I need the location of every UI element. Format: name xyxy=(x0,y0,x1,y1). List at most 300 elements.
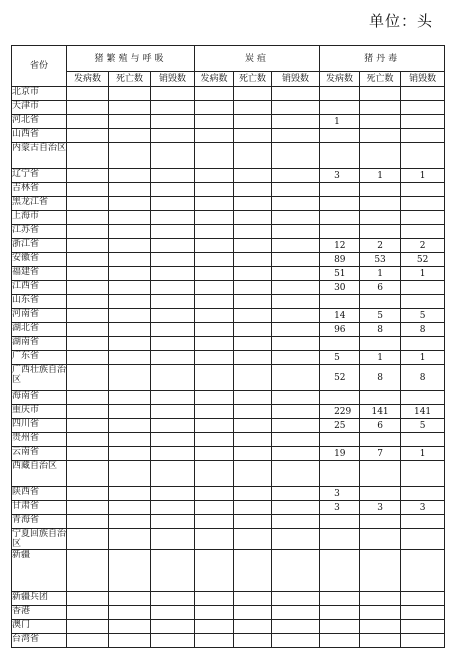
table-row xyxy=(12,634,445,648)
empty-cell xyxy=(234,620,272,634)
empty-cell xyxy=(109,592,151,606)
cases-cell xyxy=(320,461,360,487)
empty-cell xyxy=(195,323,234,337)
table-row xyxy=(12,487,445,501)
empty-cell xyxy=(272,101,320,115)
table-row xyxy=(12,239,445,253)
group-header-1: 猪繁殖与呼吸 xyxy=(67,46,195,72)
empty-cell xyxy=(234,550,272,592)
empty-cell xyxy=(151,197,195,211)
empty-cell xyxy=(67,295,109,309)
empty-cell xyxy=(151,87,195,101)
destroyed-cell xyxy=(401,101,445,115)
empty-cell xyxy=(67,267,109,281)
table-row xyxy=(12,169,445,183)
table-row xyxy=(12,592,445,606)
deaths-cell xyxy=(360,87,401,101)
cases-cell: 89 xyxy=(320,253,360,267)
destroyed-cell: 5 xyxy=(401,309,445,323)
destroyed-cell xyxy=(401,515,445,529)
destroyed-cell xyxy=(401,225,445,239)
empty-cell xyxy=(272,351,320,365)
empty-cell xyxy=(195,634,234,648)
empty-cell xyxy=(109,143,151,169)
col-header-deaths: 死亡数 xyxy=(234,72,272,87)
empty-cell xyxy=(234,143,272,169)
province-name: 新疆兵团 xyxy=(12,592,67,606)
empty-cell xyxy=(272,211,320,225)
empty-cell xyxy=(67,225,109,239)
destroyed-cell: 8 xyxy=(401,323,445,337)
deaths-cell xyxy=(360,529,401,550)
destroyed-cell xyxy=(401,281,445,295)
empty-cell xyxy=(272,87,320,101)
empty-cell xyxy=(234,351,272,365)
empty-cell xyxy=(272,239,320,253)
deaths-cell: 53 xyxy=(360,253,401,267)
cases-cell: 25 xyxy=(320,419,360,433)
empty-cell xyxy=(151,143,195,169)
province-name: 广西壮族自治区 xyxy=(12,365,67,391)
empty-cell xyxy=(195,211,234,225)
deaths-cell xyxy=(360,143,401,169)
destroyed-cell: 3 xyxy=(401,501,445,515)
empty-cell xyxy=(195,143,234,169)
empty-cell xyxy=(234,501,272,515)
destroyed-cell xyxy=(401,295,445,309)
empty-cell xyxy=(195,351,234,365)
destroyed-cell xyxy=(401,529,445,550)
empty-cell xyxy=(67,487,109,501)
empty-cell xyxy=(234,253,272,267)
empty-cell xyxy=(109,501,151,515)
cases-cell xyxy=(320,295,360,309)
empty-cell xyxy=(195,487,234,501)
empty-cell xyxy=(151,337,195,351)
empty-cell xyxy=(272,592,320,606)
province-name: 广东省 xyxy=(12,351,67,365)
empty-cell xyxy=(109,225,151,239)
empty-cell xyxy=(272,225,320,239)
empty-cell xyxy=(109,183,151,197)
empty-cell xyxy=(67,337,109,351)
province-name: 天津市 xyxy=(12,101,67,115)
destroyed-cell xyxy=(401,592,445,606)
empty-cell xyxy=(234,461,272,487)
destroyed-cell xyxy=(401,433,445,447)
empty-cell xyxy=(151,365,195,391)
table-row xyxy=(12,225,445,239)
deaths-cell: 2 xyxy=(360,239,401,253)
empty-cell xyxy=(67,239,109,253)
empty-cell xyxy=(272,391,320,405)
col-header-destroyed: 销毁数 xyxy=(272,72,320,87)
deaths-cell xyxy=(360,620,401,634)
empty-cell xyxy=(195,620,234,634)
table-row xyxy=(12,253,445,267)
empty-cell xyxy=(109,351,151,365)
empty-cell xyxy=(109,447,151,461)
cases-cell: 229 xyxy=(320,405,360,419)
deaths-cell xyxy=(360,606,401,620)
empty-cell xyxy=(151,225,195,239)
empty-cell xyxy=(67,529,109,550)
deaths-cell xyxy=(360,433,401,447)
empty-cell xyxy=(272,433,320,447)
deaths-cell xyxy=(360,487,401,501)
empty-cell xyxy=(109,129,151,143)
empty-cell xyxy=(109,239,151,253)
destroyed-cell: 5 xyxy=(401,419,445,433)
table-row xyxy=(12,550,445,592)
empty-cell xyxy=(151,606,195,620)
deaths-cell xyxy=(360,197,401,211)
empty-cell xyxy=(151,501,195,515)
empty-cell xyxy=(234,281,272,295)
cases-cell xyxy=(320,592,360,606)
table-row xyxy=(12,391,445,405)
empty-cell xyxy=(109,309,151,323)
province-name: 黑龙江省 xyxy=(12,197,67,211)
empty-cell xyxy=(151,419,195,433)
empty-cell xyxy=(195,606,234,620)
deaths-cell: 3 xyxy=(360,501,401,515)
empty-cell xyxy=(151,281,195,295)
destroyed-cell: 8 xyxy=(401,365,445,391)
empty-cell xyxy=(234,87,272,101)
empty-cell xyxy=(234,225,272,239)
deaths-cell xyxy=(360,515,401,529)
deaths-cell xyxy=(360,550,401,592)
province-name: 贵州省 xyxy=(12,433,67,447)
empty-cell xyxy=(151,487,195,501)
empty-cell xyxy=(67,391,109,405)
empty-cell xyxy=(195,225,234,239)
province-name: 河南省 xyxy=(12,309,67,323)
empty-cell xyxy=(151,309,195,323)
table-row xyxy=(12,267,445,281)
destroyed-cell: 1 xyxy=(401,447,445,461)
cases-cell xyxy=(320,337,360,351)
table-row xyxy=(12,115,445,129)
table-row xyxy=(12,419,445,433)
cases-cell: 52 xyxy=(320,365,360,391)
empty-cell xyxy=(109,391,151,405)
empty-cell xyxy=(195,461,234,487)
empty-cell xyxy=(272,620,320,634)
empty-cell xyxy=(67,129,109,143)
empty-cell xyxy=(195,309,234,323)
empty-cell xyxy=(67,211,109,225)
empty-cell xyxy=(195,592,234,606)
disease-stats-table xyxy=(11,45,445,648)
empty-cell xyxy=(234,447,272,461)
destroyed-cell xyxy=(401,143,445,169)
province-name: 云南省 xyxy=(12,447,67,461)
deaths-cell xyxy=(360,129,401,143)
table-row xyxy=(12,183,445,197)
empty-cell xyxy=(195,419,234,433)
province-name: 辽宁省 xyxy=(12,169,67,183)
province-name: 陕西省 xyxy=(12,487,67,501)
empty-cell xyxy=(67,101,109,115)
empty-cell xyxy=(272,419,320,433)
empty-cell xyxy=(67,515,109,529)
empty-cell xyxy=(151,211,195,225)
empty-cell xyxy=(195,515,234,529)
province-name: 北京市 xyxy=(12,87,67,101)
empty-cell xyxy=(272,487,320,501)
empty-cell xyxy=(195,391,234,405)
empty-cell xyxy=(67,115,109,129)
empty-cell xyxy=(67,143,109,169)
province-name: 福建省 xyxy=(12,267,67,281)
province-name: 安徽省 xyxy=(12,253,67,267)
destroyed-cell xyxy=(401,550,445,592)
province-name: 台湾省 xyxy=(12,634,67,648)
empty-cell xyxy=(109,515,151,529)
empty-cell xyxy=(195,87,234,101)
empty-cell xyxy=(234,529,272,550)
empty-cell xyxy=(109,365,151,391)
table-row xyxy=(12,461,445,487)
empty-cell xyxy=(109,211,151,225)
empty-cell xyxy=(272,115,320,129)
empty-cell xyxy=(195,365,234,391)
empty-cell xyxy=(109,169,151,183)
empty-cell xyxy=(272,405,320,419)
col-header-deaths: 死亡数 xyxy=(360,72,401,87)
cases-cell xyxy=(320,515,360,529)
empty-cell xyxy=(151,351,195,365)
empty-cell xyxy=(67,550,109,592)
deaths-cell: 1 xyxy=(360,267,401,281)
empty-cell xyxy=(109,197,151,211)
empty-cell xyxy=(234,337,272,351)
province-name: 新疆 xyxy=(12,550,67,592)
deaths-cell xyxy=(360,225,401,239)
col-header-cases: 发病数 xyxy=(67,72,109,87)
province-name: 湖北省 xyxy=(12,323,67,337)
empty-cell xyxy=(234,267,272,281)
empty-cell xyxy=(234,211,272,225)
empty-cell xyxy=(109,253,151,267)
empty-cell xyxy=(151,461,195,487)
empty-cell xyxy=(151,529,195,550)
empty-cell xyxy=(234,169,272,183)
empty-cell xyxy=(151,405,195,419)
empty-cell xyxy=(195,281,234,295)
empty-cell xyxy=(151,592,195,606)
empty-cell xyxy=(272,501,320,515)
cases-cell xyxy=(320,550,360,592)
group-header-3: 猪丹毒 xyxy=(320,46,445,72)
empty-cell xyxy=(272,634,320,648)
cases-cell xyxy=(320,225,360,239)
deaths-cell: 7 xyxy=(360,447,401,461)
table-row xyxy=(12,281,445,295)
cases-cell xyxy=(320,129,360,143)
empty-cell xyxy=(234,365,272,391)
empty-cell xyxy=(234,391,272,405)
destroyed-cell xyxy=(401,87,445,101)
col-header-destroyed: 销毁数 xyxy=(151,72,195,87)
cases-cell: 19 xyxy=(320,447,360,461)
destroyed-cell xyxy=(401,606,445,620)
destroyed-cell xyxy=(401,197,445,211)
province-name: 上海市 xyxy=(12,211,67,225)
empty-cell xyxy=(151,634,195,648)
province-name: 海南省 xyxy=(12,391,67,405)
province-name: 重庆市 xyxy=(12,405,67,419)
cases-cell: 5 xyxy=(320,351,360,365)
cases-cell xyxy=(320,211,360,225)
empty-cell xyxy=(109,433,151,447)
empty-cell xyxy=(151,183,195,197)
cases-cell xyxy=(320,606,360,620)
empty-cell xyxy=(67,281,109,295)
cases-cell: 3 xyxy=(320,501,360,515)
province-name: 河北省 xyxy=(12,115,67,129)
empty-cell xyxy=(272,197,320,211)
table-row xyxy=(12,606,445,620)
empty-cell xyxy=(272,550,320,592)
empty-cell xyxy=(109,101,151,115)
province-name: 甘肃省 xyxy=(12,501,67,515)
col-header-cases: 发病数 xyxy=(195,72,234,87)
empty-cell xyxy=(234,115,272,129)
table-row xyxy=(12,501,445,515)
province-name: 四川省 xyxy=(12,419,67,433)
empty-cell xyxy=(234,515,272,529)
deaths-cell xyxy=(360,211,401,225)
destroyed-cell xyxy=(401,391,445,405)
empty-cell xyxy=(272,183,320,197)
province-header: 省份 xyxy=(12,46,67,87)
empty-cell xyxy=(234,419,272,433)
table-row xyxy=(12,515,445,529)
empty-cell xyxy=(67,606,109,620)
deaths-cell xyxy=(360,337,401,351)
empty-cell xyxy=(109,461,151,487)
deaths-cell xyxy=(360,391,401,405)
empty-cell xyxy=(109,323,151,337)
empty-cell xyxy=(272,295,320,309)
deaths-cell: 8 xyxy=(360,323,401,337)
empty-cell xyxy=(234,606,272,620)
empty-cell xyxy=(151,169,195,183)
cases-cell xyxy=(320,620,360,634)
province-name: 山东省 xyxy=(12,295,67,309)
empty-cell xyxy=(109,529,151,550)
table-row xyxy=(12,129,445,143)
empty-cell xyxy=(67,87,109,101)
province-name: 澳门 xyxy=(12,620,67,634)
province-name: 湖南省 xyxy=(12,337,67,351)
table-row xyxy=(12,620,445,634)
destroyed-cell: 1 xyxy=(401,351,445,365)
empty-cell xyxy=(195,183,234,197)
cases-cell xyxy=(320,391,360,405)
deaths-cell: 5 xyxy=(360,309,401,323)
empty-cell xyxy=(272,515,320,529)
empty-cell xyxy=(109,405,151,419)
destroyed-cell xyxy=(401,129,445,143)
deaths-cell xyxy=(360,461,401,487)
empty-cell xyxy=(195,433,234,447)
empty-cell xyxy=(195,267,234,281)
empty-cell xyxy=(151,391,195,405)
empty-cell xyxy=(67,461,109,487)
empty-cell xyxy=(67,433,109,447)
empty-cell xyxy=(109,606,151,620)
empty-cell xyxy=(195,501,234,515)
empty-cell xyxy=(234,295,272,309)
empty-cell xyxy=(151,115,195,129)
empty-cell xyxy=(234,487,272,501)
cases-cell xyxy=(320,529,360,550)
deaths-cell: 6 xyxy=(360,419,401,433)
empty-cell xyxy=(272,606,320,620)
table-row xyxy=(12,87,445,101)
empty-cell xyxy=(67,419,109,433)
cases-cell: 96 xyxy=(320,323,360,337)
empty-cell xyxy=(151,447,195,461)
empty-cell xyxy=(234,405,272,419)
empty-cell xyxy=(151,239,195,253)
empty-cell xyxy=(272,309,320,323)
empty-cell xyxy=(234,634,272,648)
empty-cell xyxy=(195,550,234,592)
table-row xyxy=(12,211,445,225)
empty-cell xyxy=(109,550,151,592)
table-row xyxy=(12,101,445,115)
province-name: 西藏自治区 xyxy=(12,461,67,487)
empty-cell xyxy=(272,461,320,487)
col-header-cases: 发病数 xyxy=(320,72,360,87)
empty-cell xyxy=(67,183,109,197)
empty-cell xyxy=(151,101,195,115)
empty-cell xyxy=(109,487,151,501)
empty-cell xyxy=(151,267,195,281)
empty-cell xyxy=(109,115,151,129)
table-row xyxy=(12,197,445,211)
deaths-cell: 1 xyxy=(360,351,401,365)
province-name: 吉林省 xyxy=(12,183,67,197)
empty-cell xyxy=(109,87,151,101)
empty-cell xyxy=(195,169,234,183)
empty-cell xyxy=(234,129,272,143)
empty-cell xyxy=(195,129,234,143)
empty-cell xyxy=(272,143,320,169)
empty-cell xyxy=(109,337,151,351)
col-header-deaths: 死亡数 xyxy=(109,72,151,87)
empty-cell xyxy=(151,295,195,309)
empty-cell xyxy=(67,351,109,365)
cases-cell: 12 xyxy=(320,239,360,253)
empty-cell xyxy=(272,253,320,267)
destroyed-cell xyxy=(401,634,445,648)
empty-cell xyxy=(67,405,109,419)
cases-cell xyxy=(320,143,360,169)
destroyed-cell: 52 xyxy=(401,253,445,267)
table-row xyxy=(12,405,445,419)
empty-cell xyxy=(195,239,234,253)
destroyed-cell xyxy=(401,183,445,197)
province-name: 内蒙古自治区 xyxy=(12,143,67,169)
empty-cell xyxy=(195,447,234,461)
empty-cell xyxy=(67,634,109,648)
